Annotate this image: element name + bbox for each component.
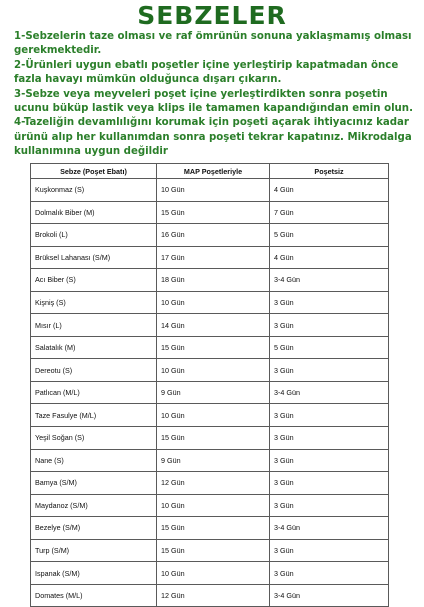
map-days-cell: 15 Gün bbox=[157, 427, 270, 450]
map-days-cell: 17 Gün bbox=[157, 246, 270, 269]
no-bag-days-cell: 3-4 Gün bbox=[270, 584, 389, 607]
no-bag-days-cell: 3 Gün bbox=[270, 314, 389, 337]
no-bag-days-cell: 3 Gün bbox=[270, 449, 389, 472]
map-days-cell: 10 Gün bbox=[157, 562, 270, 585]
vegetable-cell: Kişniş (S) bbox=[31, 291, 157, 314]
map-days-cell: 10 Gün bbox=[157, 179, 270, 202]
header-vegetable: Sebze (Poşet Ebatı) bbox=[31, 164, 157, 179]
no-bag-days-cell: 7 Gün bbox=[270, 201, 389, 224]
map-days-cell: 10 Gün bbox=[157, 404, 270, 427]
no-bag-days-cell: 5 Gün bbox=[270, 224, 389, 247]
table-row bbox=[31, 517, 389, 540]
vegetable-cell: Taze Fasulye (M/L) bbox=[31, 404, 157, 427]
vegetable-cell: Dolmalık Biber (M) bbox=[31, 201, 157, 224]
map-days-cell: 10 Gün bbox=[157, 359, 270, 382]
vegetable-cell: Brüksel Lahanası (S/M) bbox=[31, 246, 157, 269]
table-row bbox=[31, 359, 389, 382]
table-row bbox=[31, 201, 389, 224]
table-row bbox=[31, 314, 389, 337]
table-row bbox=[31, 381, 389, 404]
no-bag-days-cell: 3 Gün bbox=[270, 404, 389, 427]
map-days-cell: 9 Gün bbox=[157, 381, 270, 404]
page-title: SEBZELER bbox=[137, 1, 287, 30]
no-bag-days-cell: 3-4 Gün bbox=[270, 517, 389, 540]
header-no-bag: Poşetsiz bbox=[270, 164, 389, 179]
no-bag-days-cell: 3-4 Gün bbox=[270, 269, 389, 292]
table-row bbox=[31, 427, 389, 450]
map-days-cell: 14 Gün bbox=[157, 314, 270, 337]
instruction-4: 4-Tazeliğin devamlılığını korumak için poşeti açarak ihtiyacınız kadar ürünü alıp her kullanımdan sonra poşeti tekrar kapatınız. Mikrodalga kullanımına uygun değildir bbox=[14, 117, 412, 158]
vegetable-cell: Mısır (L) bbox=[31, 314, 157, 337]
table-row bbox=[31, 224, 389, 247]
table-row bbox=[31, 472, 389, 495]
header-map-bags: MAP Poşetleriyle bbox=[157, 164, 270, 179]
vegetable-cell: Brokoli (L) bbox=[31, 224, 157, 247]
shelf-life-table-container bbox=[30, 163, 388, 607]
vegetable-cell: Kuşkonmaz (S) bbox=[31, 179, 157, 202]
vegetable-cell: Bezelye (S/M) bbox=[31, 517, 157, 540]
no-bag-days-cell: 3 Gün bbox=[270, 291, 389, 314]
vegetable-cell: Maydanoz (S/M) bbox=[31, 494, 157, 517]
table-row bbox=[31, 449, 389, 472]
no-bag-days-cell: 3 Gün bbox=[270, 539, 389, 562]
no-bag-days-cell: 3 Gün bbox=[270, 427, 389, 450]
instruction-3: 3-Sebze veya meyveleri poşet içine yerleştirdikten sonra poşetin ucunu büküp lastik veya klips ile tamamen kapandığından emin olun. bbox=[14, 88, 413, 115]
table-row bbox=[31, 404, 389, 427]
vegetable-cell: Domates (M/L) bbox=[31, 584, 157, 607]
map-days-cell: 15 Gün bbox=[157, 517, 270, 540]
vegetable-cell: Yeşil Soğan (S) bbox=[31, 427, 157, 450]
table-row bbox=[31, 246, 389, 269]
instruction-2: 2-Ürünleri uygun ebatlı poşetler içine yerleştirip kapatmadan önce fazla havayı mümkün olduğunca dışarı çıkarın. bbox=[14, 59, 399, 86]
map-days-cell: 15 Gün bbox=[157, 201, 270, 224]
no-bag-days-cell: 4 Gün bbox=[270, 246, 389, 269]
table-row bbox=[31, 539, 389, 562]
vegetable-cell: Dereotu (S) bbox=[31, 359, 157, 382]
no-bag-days-cell: 3 Gün bbox=[270, 359, 389, 382]
map-days-cell: 18 Gün bbox=[157, 269, 270, 292]
map-days-cell: 9 Gün bbox=[157, 449, 270, 472]
shelf-life-table bbox=[30, 163, 389, 607]
table-body bbox=[31, 179, 389, 607]
map-days-cell: 10 Gün bbox=[157, 291, 270, 314]
vegetable-cell: Nane (S) bbox=[31, 449, 157, 472]
map-days-cell: 15 Gün bbox=[157, 539, 270, 562]
no-bag-days-cell: 3-4 Gün bbox=[270, 381, 389, 404]
vegetable-cell: Turp (S/M) bbox=[31, 539, 157, 562]
no-bag-days-cell: 3 Gün bbox=[270, 562, 389, 585]
vegetable-cell: Salatalık (M) bbox=[31, 336, 157, 359]
no-bag-days-cell: 4 Gün bbox=[270, 179, 389, 202]
table-header-row bbox=[31, 164, 389, 179]
map-days-cell: 16 Gün bbox=[157, 224, 270, 247]
table-row bbox=[31, 562, 389, 585]
map-days-cell: 10 Gün bbox=[157, 494, 270, 517]
table-row bbox=[31, 336, 389, 359]
vegetable-cell: Bamya (S/M) bbox=[31, 472, 157, 495]
vegetable-cell: Patlıcan (M/L) bbox=[31, 381, 157, 404]
table-row bbox=[31, 494, 389, 517]
no-bag-days-cell: 5 Gün bbox=[270, 336, 389, 359]
instruction-1: 1-Sebzelerin taze olması ve raf ömrünün sonuna yaklaşmamış olması gerekmektedir. bbox=[14, 31, 412, 57]
vegetable-cell: Ispanak (S/M) bbox=[31, 562, 157, 585]
table-row bbox=[31, 291, 389, 314]
vegetable-cell: Acı Biber (S) bbox=[31, 269, 157, 292]
map-days-cell: 12 Gün bbox=[157, 584, 270, 607]
intro-instructions bbox=[14, 30, 418, 160]
table-row bbox=[31, 269, 389, 292]
map-days-cell: 15 Gün bbox=[157, 336, 270, 359]
map-days-cell: 12 Gün bbox=[157, 472, 270, 495]
table-row bbox=[31, 179, 389, 202]
no-bag-days-cell: 3 Gün bbox=[270, 472, 389, 495]
table-row bbox=[31, 584, 389, 607]
no-bag-days-cell: 3 Gün bbox=[270, 494, 389, 517]
